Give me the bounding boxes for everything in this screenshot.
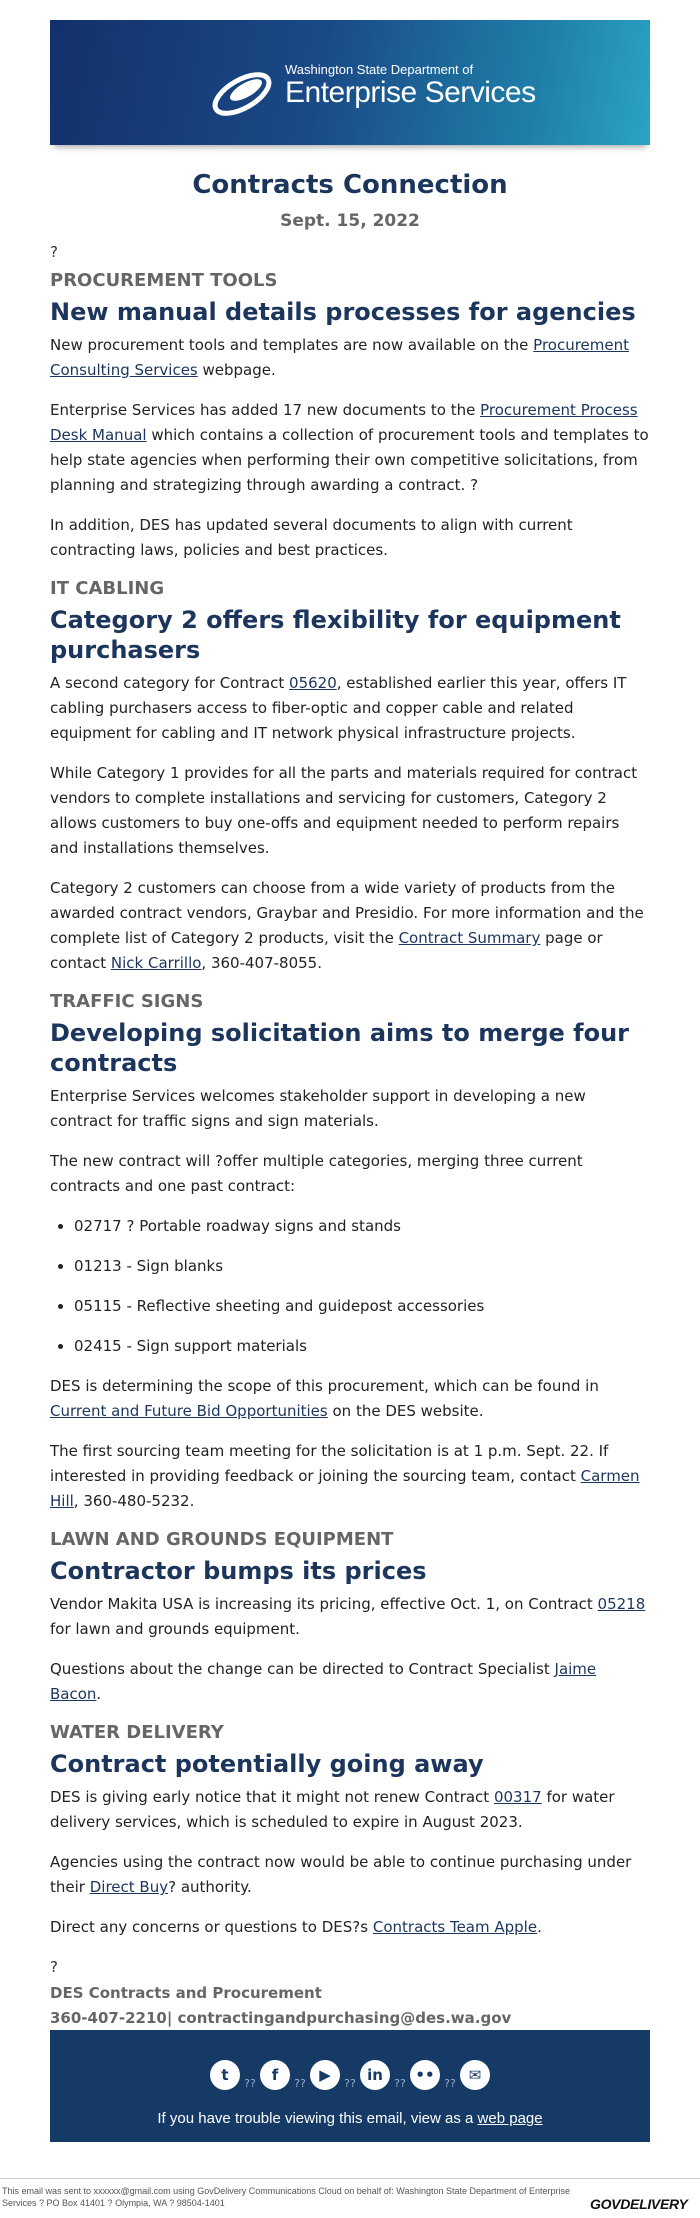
paragraph: DES is giving early notice that it might not renew Contract 00317 for water delivery services, which is scheduled to expire in August 2023.	[50, 1788, 615, 1831]
section-label: PROCUREMENT TOOLS	[50, 270, 278, 291]
paragraph: In addition, DES has updated several documents to align with current contracting laws, policies and best practices.	[50, 516, 573, 559]
header-banner	[50, 20, 650, 145]
list-item: • 05115 - Reflective sheeting and guidepost accessories	[74, 1294, 650, 1318]
linkedin-icon[interactable]: in	[360, 2060, 390, 2090]
chat-icon[interactable]: ✉	[460, 2060, 490, 2090]
des-logo[interactable]	[210, 56, 536, 126]
paragraph: Agencies using the contract now would be able to continue purchasing under their Direct Buy? authority.	[50, 1853, 632, 1896]
separator-mark: ??	[344, 2077, 356, 2090]
twitter-icon[interactable]: t	[210, 2060, 240, 2090]
paragraph: Category 2 customers can choose from a wide variety of products from the awarded contract vendors, Graybar and Presidio. For more information and the complete list of Category 2 products, visit the Contract Summary page or contact Nick Carrillo, 360-407-8055.	[50, 879, 644, 972]
bid-opportunities-link[interactable]: Current and Future Bid Opportunities	[50, 1402, 328, 1420]
contract-05620-link[interactable]: 05620	[289, 674, 337, 692]
section-heading: Developing solicitation aims to merge four contracts	[50, 1019, 630, 1077]
separator-mark: ??	[394, 2077, 406, 2090]
org-line-1: Washington State Department of	[285, 62, 474, 77]
paragraph: Enterprise Services has added 17 new documents to the Procurement Process Desk Manual which contains a collection of procurement tools and templates to help state agencies when performing their own competitive solicitations, from planning and strategizing through awarding a contract. ?	[50, 401, 649, 494]
nick-carrillo-link[interactable]: Nick Carrillo	[110, 954, 202, 972]
separator-mark: ??	[294, 2077, 306, 2090]
jaime-bacon-link[interactable]: Jaime Bacon	[50, 1660, 597, 1703]
signature-name: DES Contracts and Procurement	[50, 1984, 322, 2002]
org-line-2: Enterprise Services	[285, 76, 536, 109]
flickr-icon[interactable]: ••	[410, 2060, 440, 2090]
paragraph: New procurement tools and templates are now available on the Procurement Consulting Services webpage.	[50, 336, 630, 379]
desk-manual-link[interactable]: Procurement Process Desk Manual	[50, 401, 638, 444]
section-heading: Contract potentially going away	[50, 1750, 484, 1778]
list-item: • 01213 - Sign blanks	[74, 1254, 650, 1278]
separator-mark: ??	[444, 2077, 456, 2090]
newsletter-body	[50, 240, 650, 2057]
section-label: WATER DELIVERY	[50, 1722, 224, 1743]
legal-notice: This email was sent to xxxxxx@gmail.com using GovDelivery Communications Cloud on behalf of: Washington State Department of Enterprise Services ? PO Box 41401 ? Olympia, WA ? 98504-1401	[2, 2186, 571, 2208]
contract-05218-link[interactable]: 05218	[597, 1595, 646, 1613]
paragraph: While Category 1 provides for all the parts and materials required for contract vendors to complete installations and servicing for customers, Category 2 allows customers to buy one-offs and equipment needed to perform repairs and installations themselves.	[50, 764, 638, 857]
spacer-mark: ?	[50, 243, 58, 261]
paragraph: The first sourcing team meeting for the solicitation is at 1 p.m. Sept. 22. If interested in providing feedback or joining the sourcing team, contact Carmen Hill, 360-480-5232.	[50, 1442, 640, 1510]
paragraph: A second category for Contract 05620, established earlier this year, offers IT cabling purchasers access to fiber-optic and copper cable and related equipment for cabling and IT network physical infrastructure projects.	[50, 674, 627, 742]
contract-summary-link[interactable]: Contract Summary	[398, 929, 541, 947]
paragraph: Questions about the change can be directed to Contract Specialist Jaime Bacon.	[50, 1660, 597, 1703]
social-icons	[50, 2060, 650, 2090]
spacer-mark: ?	[50, 1958, 58, 1976]
web-page-link[interactable]: web page	[477, 2110, 543, 2127]
swoosh-icon	[210, 60, 280, 120]
footer-bar	[50, 2030, 650, 2142]
newsletter-title: Contracts Connection	[192, 170, 508, 200]
paragraph: Enterprise Services welcomes stakeholder support in developing a new contract for traffic signs and sign materials.	[50, 1087, 586, 1130]
signature-contact: 360-407-2210| contractingandpurchasing@des.wa.gov	[50, 2009, 512, 2027]
youtube-icon[interactable]: ▶	[310, 2060, 340, 2090]
contract-list	[50, 1214, 650, 1358]
contracts-team-apple-link[interactable]: Contracts Team Apple	[372, 1918, 538, 1936]
procurement-consulting-link[interactable]: Procurement Consulting Services	[50, 336, 630, 379]
paragraph: Direct any concerns or questions to DES?s Contracts Team Apple.	[50, 1918, 542, 1936]
newsletter-date: Sept. 15, 2022	[280, 211, 420, 231]
list-item: • 02415 - Sign support materials	[74, 1334, 650, 1358]
facebook-icon[interactable]: f	[260, 2060, 290, 2090]
paragraph: The new contract will ?offer multiple categories, merging three current contracts and one past contract:	[50, 1152, 583, 1195]
direct-buy-link[interactable]: Direct Buy	[89, 1878, 169, 1896]
section-heading: Contractor bumps its prices	[50, 1557, 427, 1585]
contract-00317-link[interactable]: 00317	[493, 1788, 542, 1806]
section-label: LAWN AND GROUNDS EQUIPMENT	[50, 1529, 394, 1550]
section-heading: Category 2 offers flexibility for equipment purchasers	[50, 606, 621, 664]
list-item: • 02717 ? Portable roadway signs and stands	[74, 1214, 650, 1238]
section-label: IT CABLING	[50, 578, 165, 599]
view-online-notice: If you have trouble viewing this email, view as a web page	[157, 2110, 543, 2127]
carmen-hill-link[interactable]: Carmen Hill	[50, 1467, 640, 1510]
govdelivery-logo[interactable]: GOVDELIVERY	[590, 2196, 688, 2212]
paragraph: Vendor Makita USA is increasing its pricing, effective Oct. 1, on Contract 05218 for lawn and grounds equipment.	[50, 1595, 646, 1638]
separator-mark: ??	[244, 2077, 256, 2090]
section-heading: New manual details processes for agencies	[50, 298, 636, 326]
paragraph: DES is determining the scope of this procurement, which can be found in Current and Future Bid Opportunities on the DES website.	[50, 1377, 599, 1420]
divider	[0, 2178, 700, 2179]
section-label: TRAFFIC SIGNS	[50, 991, 204, 1012]
